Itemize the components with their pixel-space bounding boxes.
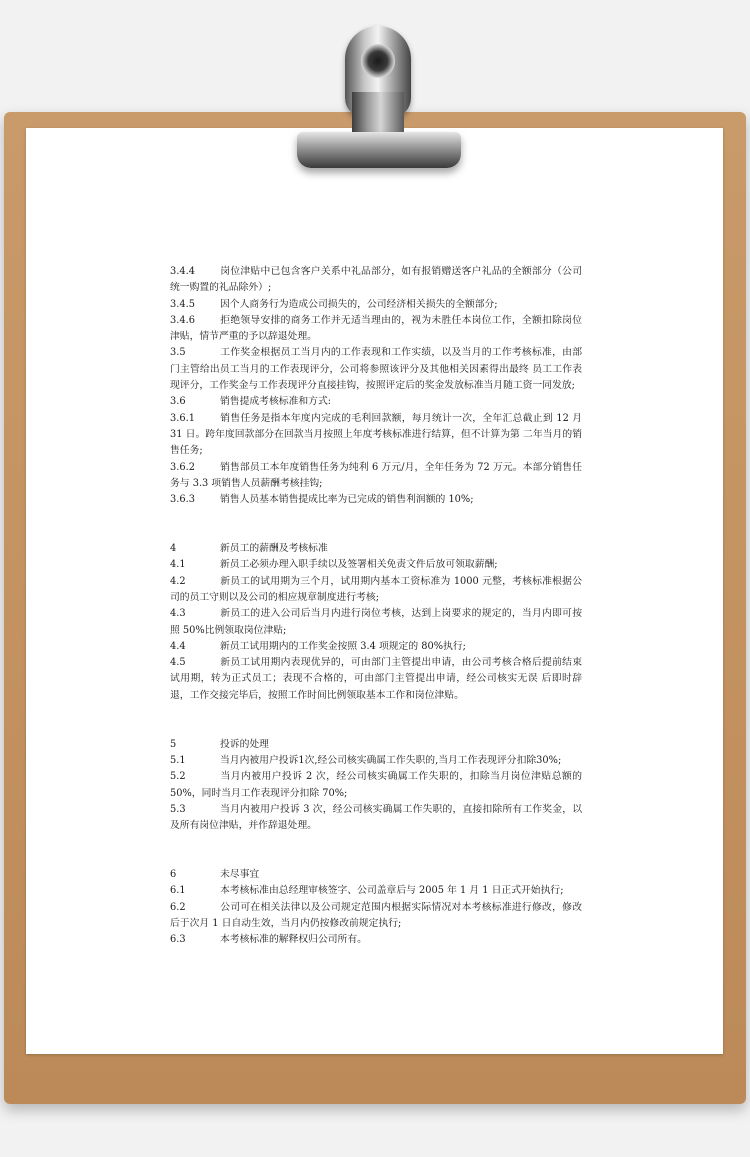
- clause-5-3: [170, 802, 582, 835]
- clause-6-1: [170, 883, 582, 899]
- clause-number: 4.1: [170, 559, 186, 571]
- clause-4-2: [170, 574, 582, 607]
- section-6-heading: [170, 867, 582, 883]
- section-title: 新员工的薪酬及考核标准: [220, 543, 328, 555]
- clause-text: 新员工试用期内的工作奖金按照 3.4 项规定的 80%执行;: [220, 640, 466, 652]
- clause-number: 3.5: [170, 347, 186, 359]
- clause-number: 3.4.4: [170, 266, 195, 277]
- section-number: 5: [170, 738, 177, 750]
- clause-number: 4.5: [170, 657, 186, 669]
- clause-text: 因个人商务行为造成公司损失的，公司经济相关损失的全额部分;: [220, 298, 498, 310]
- clause-3-6: [170, 394, 582, 410]
- clause-text: 销售提成考核标准和方式:: [220, 396, 332, 408]
- clause-number: 3.6: [170, 396, 186, 408]
- clause-text: 销售任务是指本年度内完成的毛利回款额，每月统计一次，全年汇总截止到 12 月 31 日。跨年度回款部分在回款当月按照上年度考核标准进行结算，但不计算为第 二年当月的销售任务;: [170, 412, 582, 457]
- clause-text: 当月内被用户投诉 2 次，经公司核实确属工作失职的，扣除当月岗位津贴总额的 50%，同时当月工作表现评分扣除 70%;: [170, 771, 582, 799]
- clause-number: 3.4.6: [170, 314, 195, 326]
- clause-number: 3.4.5: [170, 298, 195, 310]
- clause-number: 6.2: [170, 901, 186, 913]
- clause-3-5: [170, 345, 582, 394]
- clause-number: 3.6.2: [170, 461, 195, 473]
- clause-number: 6.3: [170, 934, 186, 946]
- clause-4-5: [170, 655, 582, 704]
- clause-5-2: [170, 769, 582, 802]
- section-5-heading: [170, 737, 582, 753]
- clause-text: 新员工试用期内表现优异的，可由部门主管提出申请，由公司考核合格后提前结束试用期，转为正式员工；表现不合格的，可由部门主管提出申请，经公司核实无误 后即时辞退，工作交接完毕后，按照工作时间比例领取基本工作和岗位津贴。: [170, 657, 582, 701]
- clause-text: 新员工必须办理入职手续以及签署相关免责文件后放可领取薪酬;: [220, 559, 498, 571]
- document-body: [170, 264, 582, 948]
- clause-text: 拒绝领导安排的商务工作并无适当理由的，视为未胜任本岗位工作，全额扣除岗位津贴，情节严重的予以辞退处理。: [170, 314, 582, 343]
- clause-number: 3.6.1: [170, 412, 195, 424]
- clause-text: 当月内被用户投诉1次,经公司核实确属工作失职的,当月工作表现评分扣除30%;: [220, 754, 562, 766]
- clause-5-1: [170, 753, 582, 769]
- clause-3-6-1: [170, 411, 582, 460]
- section-title: 未尽事宜: [220, 868, 260, 880]
- clause-6-2: [170, 900, 582, 933]
- clause-text: 工作奖金根据员工当月内的工作表现和工作实绩，以及当月的工作考核标准，由部门主管给出员工当月的工作表现评分，公司将参照该评分及其他相关因素得出最终 员工工作表现评分，工作奖金与工作表现评分直接挂钩，按照评定后的奖金发放标准当月随工资一同发放;: [170, 347, 582, 392]
- clause-text: 岗位津贴中已包含客户关系中礼品部分，如有报销赠送客户礼品的全额部分（公司统一购置的礼品除外）;: [170, 266, 582, 294]
- section-number: 6: [170, 868, 177, 880]
- section-title: 投诉的处理: [220, 738, 269, 750]
- clip-neck: [352, 92, 404, 134]
- clause-number: 3.6.3: [170, 494, 195, 506]
- clip-plate: [297, 132, 461, 168]
- clause-number: 4.3: [170, 608, 186, 620]
- clause-number: 4.2: [170, 575, 186, 587]
- clause-text: 销售部员工本年度销售任务为纯利 6 万元/月，全年任务为 72 万元。本部分销售任务与 3.3 项销售人员薪酬考核挂钩;: [170, 461, 582, 489]
- clause-4-4: [170, 639, 582, 655]
- clause-text: 当月内被用户投诉 3 次，经公司核实确属工作失职的，直接扣除所有工作奖金，以及所有岗位津贴，并作辞退处理。: [170, 803, 582, 832]
- clause-text: 本考核标准由总经理审核签字、公司盖章后与 2005 年 1 月 1 日正式开始执行;: [220, 885, 564, 897]
- clause-number: 6.1: [170, 885, 186, 897]
- clause-3-4-6: [170, 313, 582, 346]
- clause-text: 销售人员基本销售提成比率为已完成的销售利润额的 10%;: [220, 494, 474, 506]
- clause-3-4-5: [170, 297, 582, 313]
- clause-3-4-4: [170, 264, 582, 297]
- clause-4-1: [170, 557, 582, 573]
- clause-number: 5.1: [170, 754, 186, 766]
- clause-text: 公司可在相关法律以及公司规定范围内根据实际情况对本考核标准进行修改，修改后于次月 1 日自动生效，当月内仍按修改前规定执行;: [170, 901, 582, 929]
- clause-text: 新员工的进入公司后当月内进行岗位考核，达到上岗要求的规定的，当月内即可按照 50%比例领取岗位津贴;: [170, 608, 582, 636]
- section-4-heading: [170, 541, 582, 557]
- clause-6-3: [170, 932, 582, 948]
- clause-3-6-2: [170, 460, 582, 493]
- clause-text: 本考核标准的解释权归公司所有。: [220, 934, 367, 946]
- clause-3-6-3: [170, 492, 582, 508]
- clip-hole: [361, 44, 395, 78]
- clause-number: 5.3: [170, 803, 186, 815]
- clause-number: 4.4: [170, 640, 186, 652]
- clause-number: 5.2: [170, 771, 186, 783]
- section-number: 4: [170, 543, 177, 555]
- clause-4-3: [170, 606, 582, 639]
- clause-text: 新员工的试用期为三个月，试用期内基本工资标准为 1000 元整，考核标准根据公司的员工守则以及公司的相应规章制度进行考核;: [170, 575, 582, 603]
